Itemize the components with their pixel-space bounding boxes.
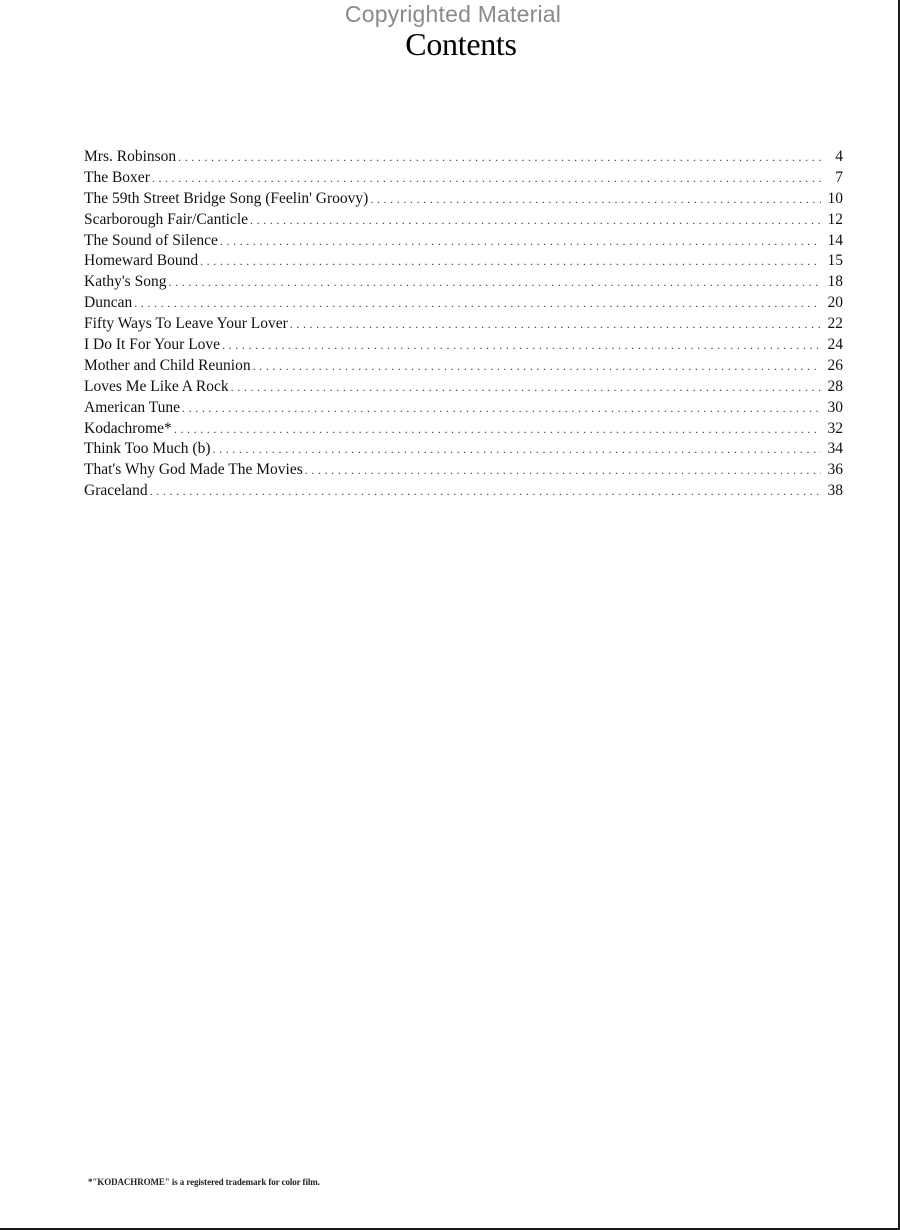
toc-entry-page: 18 (827, 273, 843, 291)
toc-entry-page: 26 (827, 356, 843, 374)
table-of-contents (84, 147, 843, 502)
dot-leader (152, 168, 821, 189)
dot-leader (200, 251, 821, 272)
dot-leader (213, 439, 822, 460)
toc-entry-page: 20 (827, 294, 843, 312)
dot-leader (253, 356, 821, 377)
toc-entry[interactable] (84, 481, 843, 502)
toc-entry-title: Homeward Bound (84, 252, 199, 270)
trademark-footnote: *"KODACHROME" is a registered trademark for color film. (88, 1177, 320, 1187)
toc-entry-title: I Do It For Your Love (84, 336, 221, 354)
toc-entry[interactable] (84, 189, 843, 210)
toc-entry-title: The 59th Street Bridge Song (Feelin' Groovy) (84, 189, 369, 207)
dot-leader (134, 293, 821, 314)
toc-entry-page: 28 (827, 377, 843, 395)
toc-entry[interactable] (84, 210, 843, 231)
watermark: Copyrighted Material (344, 1, 562, 27)
page-title: Contents (405, 26, 517, 62)
toc-entry-title: Fifty Ways To Leave Your Lover (84, 315, 288, 333)
toc-entry[interactable] (84, 335, 843, 356)
toc-entry[interactable] (84, 251, 843, 272)
dot-leader (150, 481, 821, 502)
toc-entry-title: American Tune (84, 398, 181, 416)
dot-leader (290, 314, 821, 335)
toc-entry-page: 36 (827, 461, 843, 479)
toc-entry[interactable] (84, 356, 843, 377)
toc-entry-title: Think Too Much (b) (84, 440, 211, 458)
toc-entry-page: 32 (827, 419, 843, 437)
dot-leader (370, 189, 821, 210)
toc-entry[interactable] (84, 314, 843, 335)
toc-entry-page: 24 (827, 336, 843, 354)
dot-leader (222, 335, 821, 356)
toc-entry-title: Scarborough Fair/Canticle (84, 210, 248, 228)
toc-entry-page: 14 (827, 231, 843, 249)
toc-entry-title: The Sound of Silence (84, 231, 218, 249)
toc-entry[interactable] (84, 168, 843, 189)
toc-entry-page: 34 (827, 440, 843, 458)
toc-entry[interactable] (84, 147, 843, 168)
toc-entry-page: 22 (827, 315, 843, 333)
dot-leader (178, 147, 821, 168)
dot-leader (250, 210, 821, 231)
dot-leader (168, 272, 821, 293)
toc-entry[interactable] (84, 419, 843, 440)
toc-entry-title: That's Why God Made The Movies (84, 461, 303, 479)
toc-entry[interactable] (84, 460, 843, 481)
toc-entry-title: Mrs. Robinson (84, 148, 177, 165)
toc-entry-title: Graceland (84, 482, 148, 500)
toc-entry-page: 30 (827, 398, 843, 416)
toc-entry-title: Loves Me Like A Rock (84, 377, 229, 395)
toc-entry-page: 12 (827, 210, 843, 228)
dot-leader (231, 377, 821, 398)
toc-entry-title: Mother and Child Reunion (84, 356, 251, 374)
toc-entry[interactable] (84, 377, 843, 398)
toc-entry-page: 7 (835, 168, 843, 186)
toc-entry[interactable] (84, 293, 843, 314)
dot-leader (305, 460, 821, 481)
dot-leader (220, 231, 821, 252)
toc-entry-page: 38 (827, 482, 843, 500)
toc-entry-title: Kodachrome* (84, 419, 172, 437)
toc-entry-page: 4 (835, 148, 843, 165)
dot-leader (182, 398, 821, 419)
dot-leader (174, 419, 821, 440)
toc-entry-page: 10 (827, 189, 843, 207)
toc-entry-title: Kathy's Song (84, 273, 167, 291)
toc-entry[interactable] (84, 272, 843, 293)
toc-entry-page: 15 (827, 252, 843, 270)
toc-entry[interactable] (84, 398, 843, 419)
toc-entry-title: Duncan (84, 294, 133, 312)
toc-entry[interactable] (84, 439, 843, 460)
toc-entry[interactable] (84, 231, 843, 252)
toc-entry-title: The Boxer (84, 168, 150, 186)
